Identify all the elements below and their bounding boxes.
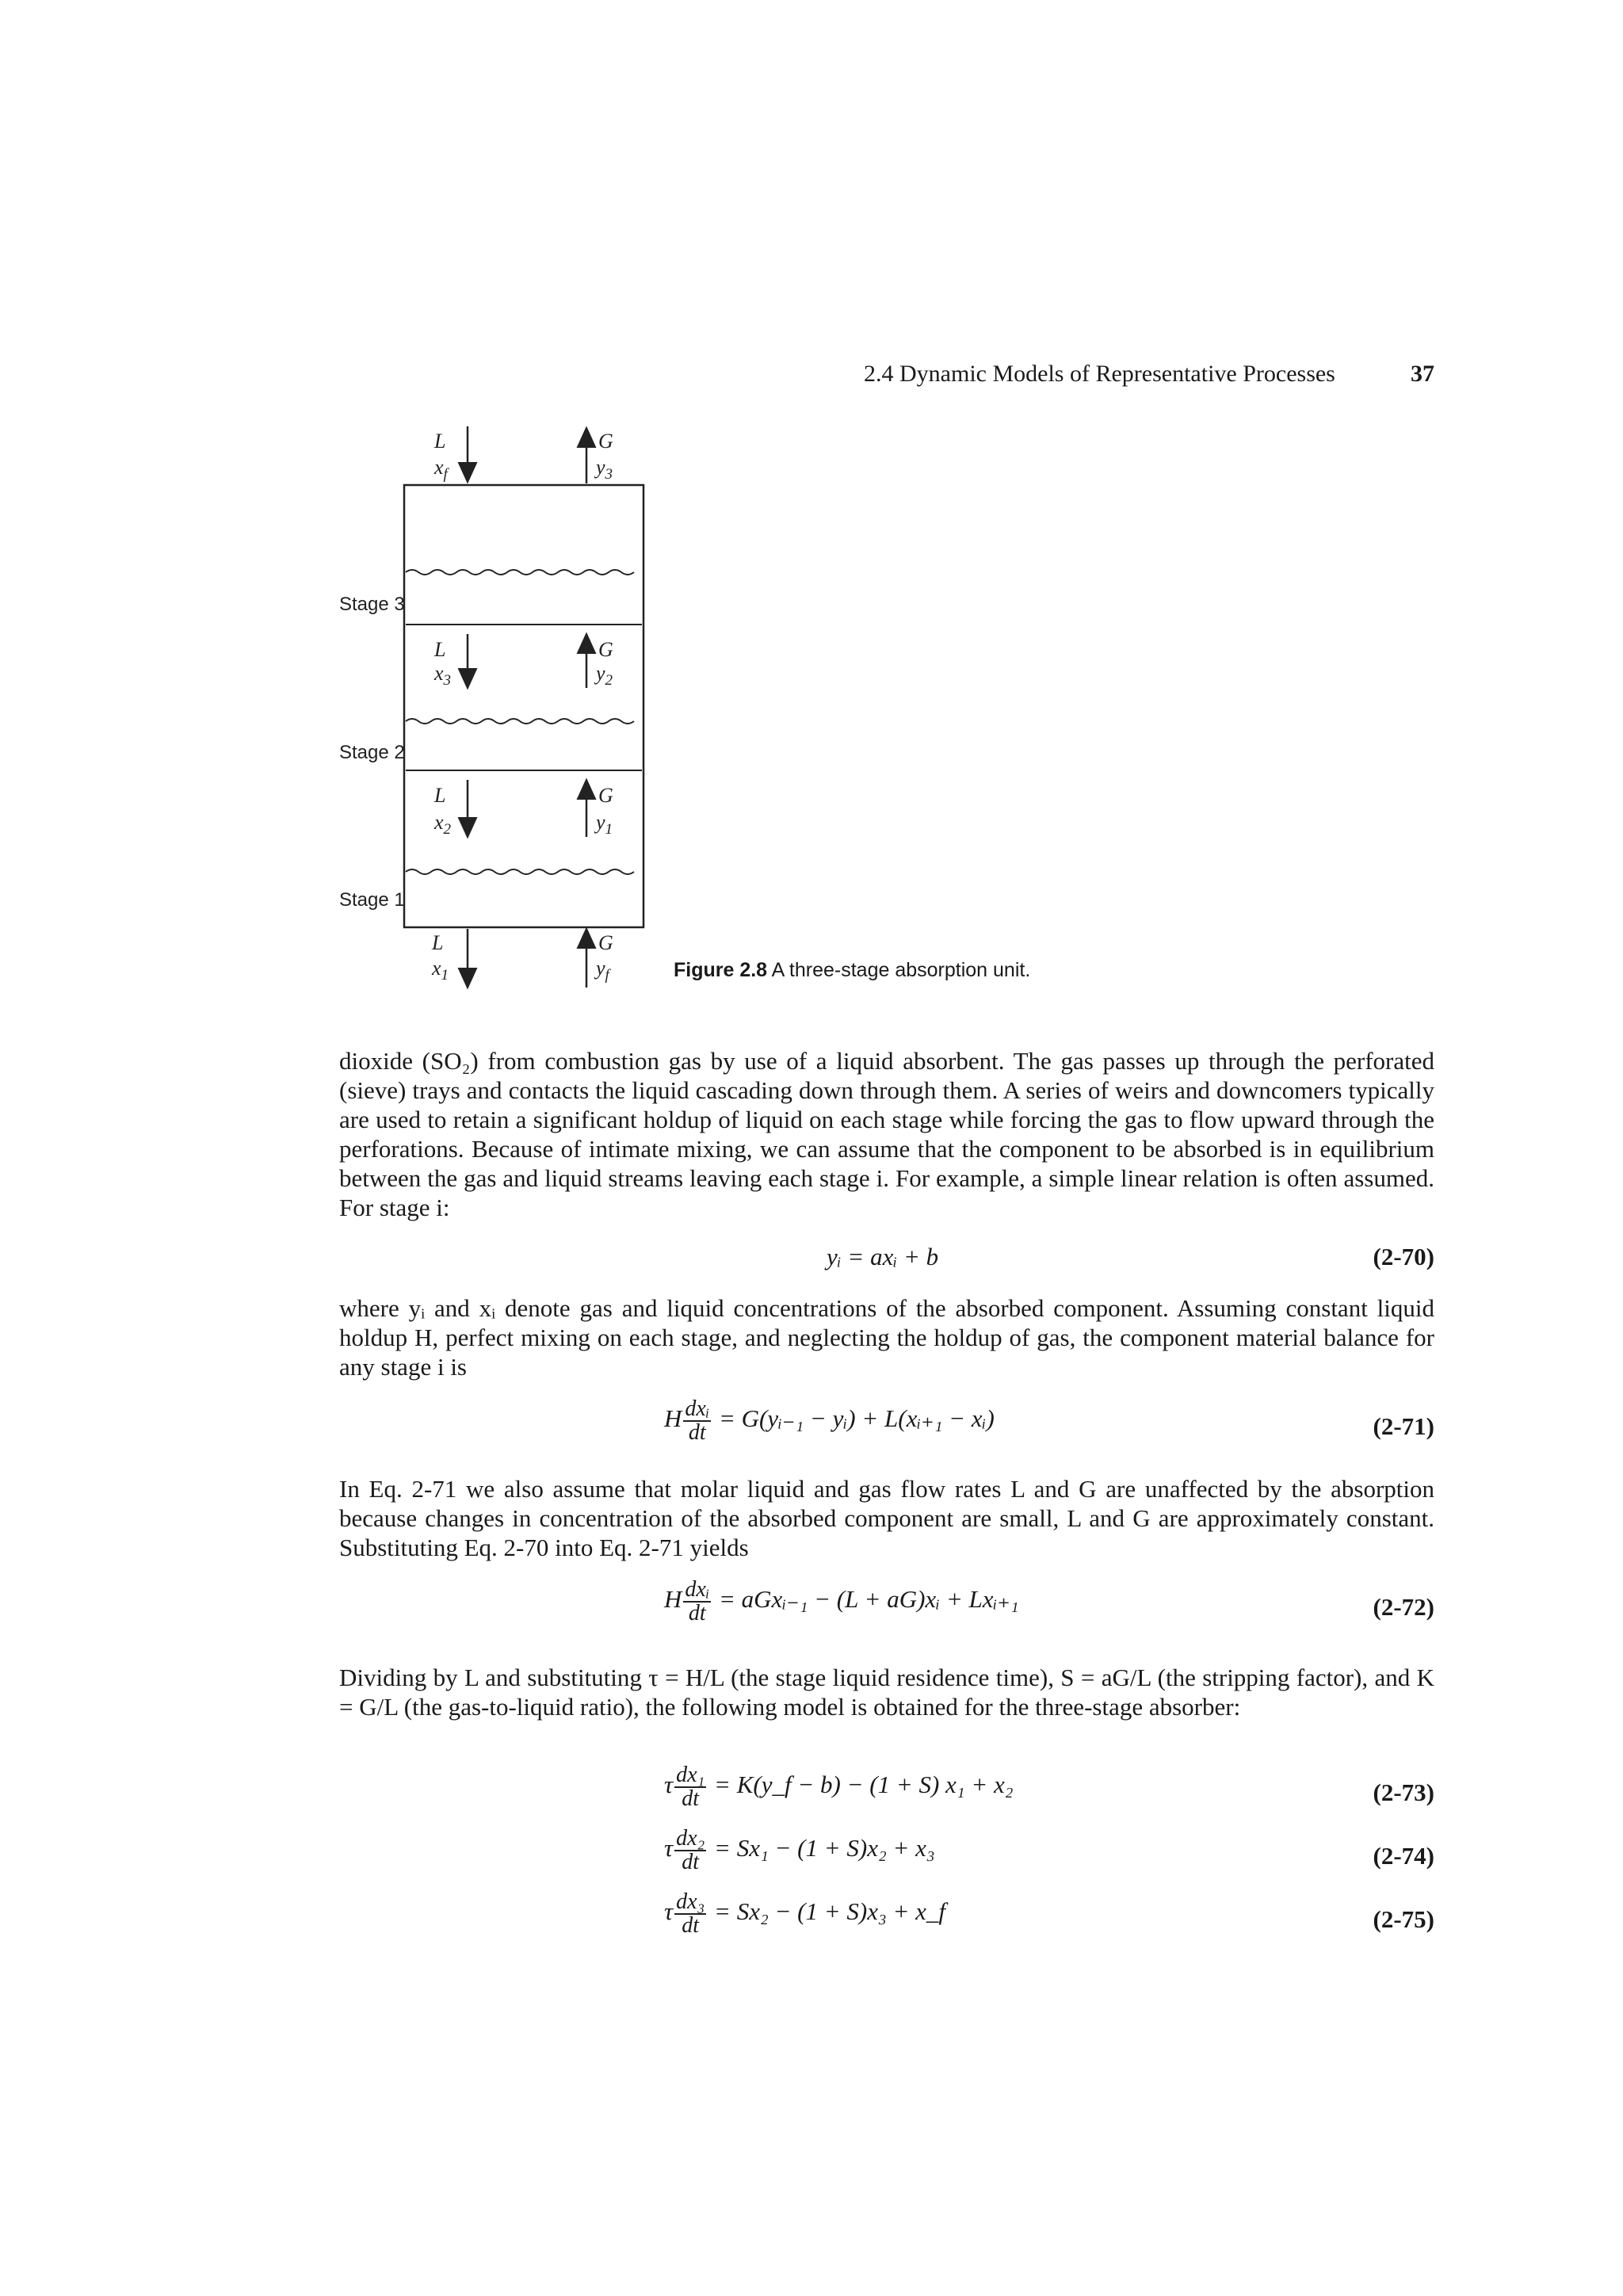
equation-2-72 bbox=[339, 1577, 1434, 1631]
equation-number: (2-70) bbox=[1373, 1243, 1434, 1270]
equation-2-70 bbox=[339, 1243, 1434, 1290]
bottom-x-label: $x_1$ bbox=[432, 957, 449, 984]
top-y3-label: $y_3$ bbox=[596, 456, 613, 483]
tray-line-2 bbox=[406, 719, 634, 724]
top-xf-label: $x_f$ bbox=[434, 456, 448, 483]
absorption-unit-figure bbox=[0, 0, 1623, 1030]
equation-rhs: = Sx₂ − (1 + S)x₃ + x_f bbox=[714, 1897, 946, 1926]
equation-lhs: τ bbox=[664, 1897, 674, 1926]
equation-rhs: = K(y_f − b) − (1 + S) x₁ + x₂ bbox=[714, 1771, 1014, 1799]
equation-number: (2-73) bbox=[1373, 1778, 1434, 1806]
equation-body: yᵢ = axᵢ + b bbox=[827, 1243, 939, 1270]
paragraph-3: In Eq. 2-71 we also assume that molar liquid and gas flow rates L and G are unaffected by the absorption because changes in concentration of the absorbed component are small, L and G are approximately constant. Substituting Eq. 2-70 into Eq. 2-71 yields bbox=[339, 1475, 1434, 1561]
equation-lhs: H bbox=[664, 1404, 682, 1433]
figure-caption bbox=[674, 959, 1030, 982]
s3-G-label: G bbox=[598, 638, 613, 661]
equation-2-73 bbox=[339, 1763, 1434, 1817]
tray-line-3 bbox=[406, 570, 634, 575]
stage-label-2: Stage 2 bbox=[339, 742, 405, 763]
equation-number: (2-72) bbox=[1373, 1593, 1434, 1621]
s2-y-label: $y_1$ bbox=[596, 811, 613, 838]
s3-y-label: $y_2$ bbox=[596, 662, 613, 689]
equation-number: (2-74) bbox=[1373, 1842, 1434, 1870]
equation-lhs: τ bbox=[664, 1834, 674, 1862]
running-head-title: 2.4 Dynamic Models of Representative Processes bbox=[864, 361, 1335, 387]
derivative-fraction: $\frac{\text{dx₃}}{dt}$ bbox=[676, 1889, 705, 1938]
equation-number: (2-71) bbox=[1373, 1412, 1434, 1440]
equation-2-74 bbox=[339, 1826, 1434, 1880]
figure-number: Figure 2.8 bbox=[674, 959, 768, 981]
equation-rhs: = G(yᵢ₋₁ − yᵢ) + L(xᵢ₊₁ − xᵢ) bbox=[719, 1404, 995, 1433]
stage-label-3: Stage 3 bbox=[339, 594, 405, 615]
derivative-fraction: $\frac{\text{dx₂}}{dt}$ bbox=[676, 1826, 705, 1874]
tray-line-1 bbox=[406, 869, 634, 874]
equation-rhs: = aGxᵢ₋₁ − (L + aG)xᵢ + Lxᵢ₊₁ bbox=[719, 1585, 1019, 1614]
s3-L-label: L bbox=[434, 638, 446, 661]
bottom-G-label: G bbox=[598, 931, 613, 954]
s3-x-label: $x_3$ bbox=[434, 662, 452, 689]
equation-rhs: = Sx₁ − (1 + S)x₂ + x₃ bbox=[714, 1834, 935, 1862]
bottom-y-label: $y_f$ bbox=[596, 957, 609, 984]
derivative-fraction: $\frac{\text{dxᵢ}}{dt}$ bbox=[685, 1577, 710, 1626]
bottom-L-label: L bbox=[432, 931, 444, 954]
top-G-label: G bbox=[598, 430, 613, 453]
s2-G-label: G bbox=[598, 784, 613, 807]
paragraph-1: dioxide (SO₂) from combustion gas by use of a liquid absorbent. The gas passes up through the perforated (sieve) trays and contacts the liquid cascading down through them. A series of weirs and downcomers typically are used to retain a significant holdup of liquid on each stage while forcing the gas to flow upward through the perforations. Because of intimate mixing, we can assume that the component to be absorbed is in equilibrium between the gas and liquid streams leaving each stage i. For example, a simple linear relation is often assumed. For stage i: bbox=[339, 1047, 1434, 1221]
page-number: 37 bbox=[1411, 361, 1434, 387]
s2-x-label: $x_2$ bbox=[434, 811, 452, 838]
equation-lhs: τ bbox=[664, 1771, 674, 1799]
s2-L-label: L bbox=[434, 784, 446, 807]
equation-number: (2-75) bbox=[1373, 1905, 1434, 1933]
column-outline bbox=[404, 485, 643, 927]
paragraph-2: where yᵢ and xᵢ denote gas and liquid concentrations of the absorbed component. Assuming constant liquid holdup H, perfect mixing on each stage, and neglecting the holdup of gas, the component material balance for any stage i is bbox=[339, 1294, 1434, 1381]
equation-2-71 bbox=[339, 1396, 1434, 1450]
derivative-fraction: $\frac{\text{dxᵢ}}{dt}$ bbox=[685, 1396, 710, 1445]
figure-caption-text: A three-stage absorption unit. bbox=[771, 959, 1031, 981]
equation-2-75 bbox=[339, 1889, 1434, 1943]
equation-lhs: H bbox=[664, 1585, 682, 1614]
top-L-label: L bbox=[434, 430, 446, 453]
derivative-fraction: $\frac{\text{dx₁}}{dt}$ bbox=[676, 1763, 705, 1811]
paragraph-4: Dividing by L and substituting τ = H/L (the stage liquid residence time), S = aG/L (the stripping factor), and K = G/L (the gas-to-liquid ratio), the following model is obtained for the three-stage absorber: bbox=[339, 1664, 1434, 1721]
stage-label-1: Stage 1 bbox=[339, 889, 405, 911]
